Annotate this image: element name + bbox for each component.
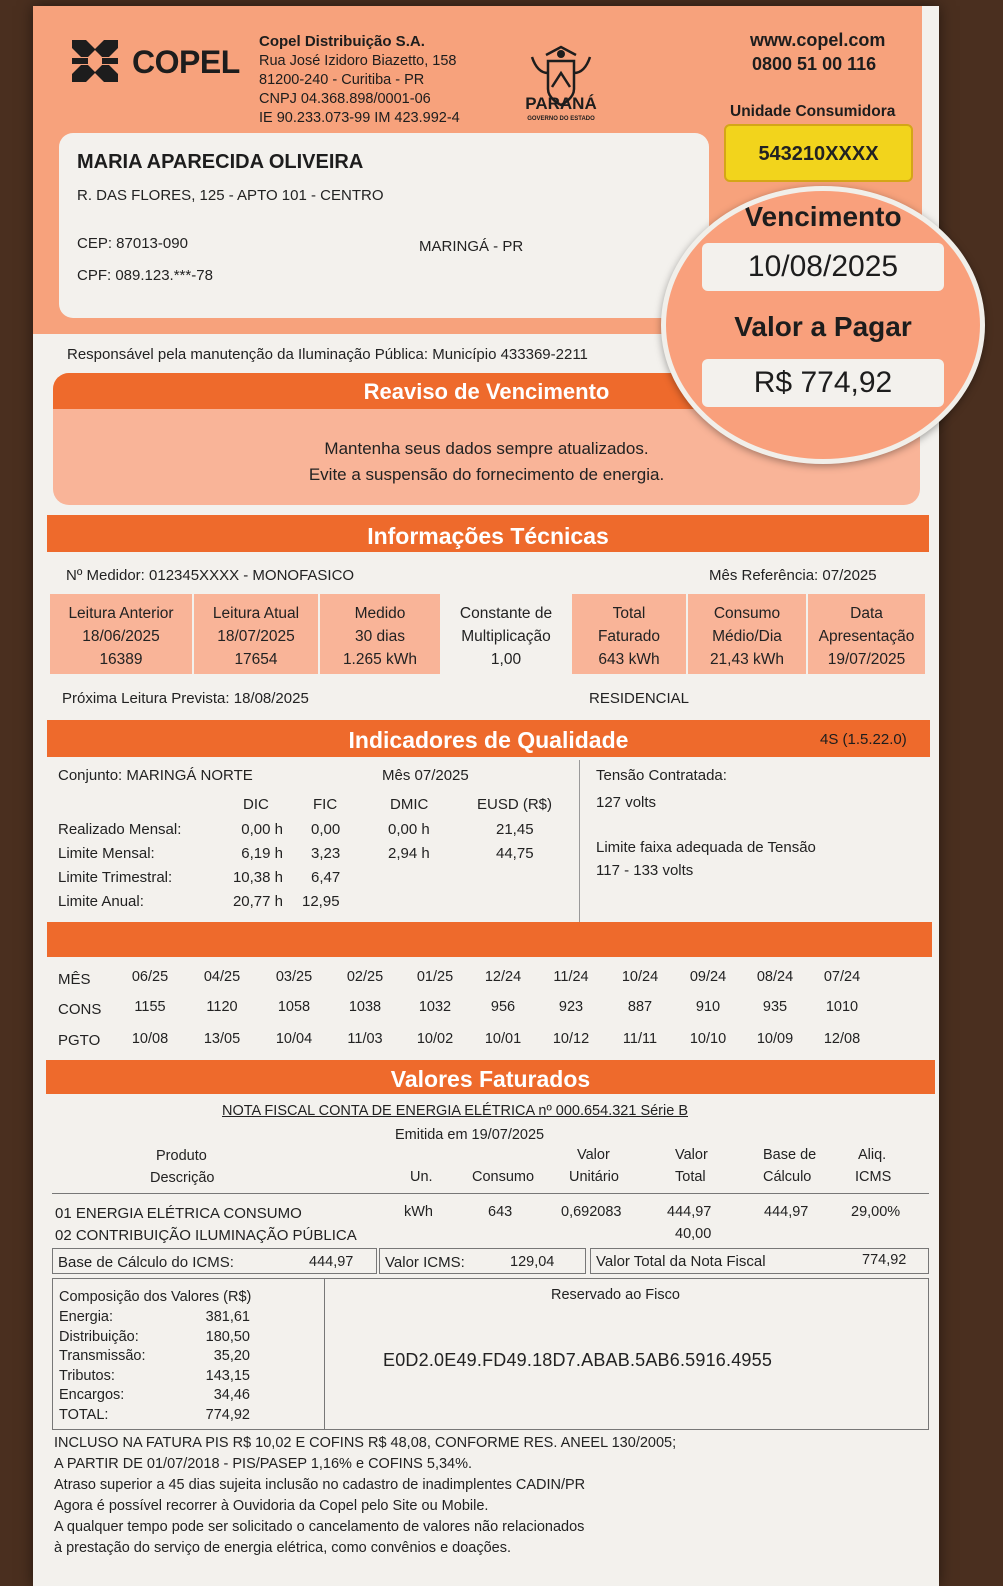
col-product: Produto (156, 1148, 207, 1164)
quality-month: Mês 07/2025 (382, 767, 469, 784)
composition-title: Composição dos Valores (R$) (59, 1289, 252, 1305)
item-1-unit: kWh (404, 1204, 433, 1220)
item-1-unit-value: 0,692083 (561, 1204, 622, 1220)
history-payment: 10/10 (689, 1031, 727, 1047)
due-magnifier (661, 186, 985, 464)
billing-title: Valores Faturados (46, 1060, 935, 1094)
icms-base-value: 444,97 (309, 1254, 354, 1270)
history-month: 12/24 (484, 969, 522, 985)
history-payment: 10/01 (484, 1031, 522, 1047)
history-payment: 11/11 (622, 1031, 658, 1047)
history-month: 02/25 (346, 969, 384, 985)
amount-label: Valor a Pagar (734, 311, 912, 342)
history-payment: 11/03 (347, 1031, 383, 1047)
voltage-label: Tensão Contratada: (596, 767, 727, 784)
col-base-2: Cálculo (763, 1169, 812, 1185)
composition-value: 381,61 (205, 1309, 250, 1325)
composition-divider (324, 1279, 325, 1429)
quality-value: 12,95 (302, 893, 340, 910)
col-total: Valor (675, 1147, 708, 1163)
reference-month: Mês Referência: 07/2025 (709, 567, 877, 584)
col-rate: Aliq. (858, 1147, 887, 1163)
composition-value: 35,20 (213, 1348, 250, 1365)
note-line: Atraso superior a 45 dias sujeita inclusão no cadastro de inadimplentes CADIN/PR (54, 1477, 586, 1493)
col-total-2: Total (675, 1169, 706, 1185)
history-bar (47, 922, 932, 957)
due-date: 10/08/2025 (702, 243, 944, 291)
history-payment: 10/12 (552, 1031, 590, 1047)
col-unit-value: Valor (577, 1147, 610, 1163)
note-line: INCLUSO NA FATURA PIS R$ 10,02 E COFINS R$ 48,08, CONFORME RES. ANEEL 130/2005; (54, 1435, 677, 1451)
history-month: 09/24 (689, 969, 727, 985)
composition-value: 143,15 (205, 1367, 250, 1384)
history-consumption: 1120 (206, 999, 238, 1015)
voltage-range-label: Limite faixa adequada de Tensão (596, 839, 816, 856)
quality-value: 0,00 h (241, 821, 283, 838)
item-2-total: 40,00 (675, 1226, 712, 1242)
quality-value: 6,19 h (241, 845, 283, 862)
quality-value: 10,38 h (232, 869, 283, 886)
icms-base-label: Base de Cálculo do ICMS: (58, 1254, 234, 1271)
tech-cell-current-reading: Leitura Atual 18/07/2025 17654 (194, 594, 318, 674)
tech-cell-total-billed: Total Faturado 643 kWh (572, 594, 686, 674)
history-month: 08/24 (756, 969, 794, 985)
quality-row-label: Limite Trimestral: (58, 869, 173, 886)
header-dic: DIC (243, 796, 269, 813)
history-month: 11/24 (553, 969, 589, 985)
reminder-title: Reaviso de Vencimento (53, 373, 920, 409)
amount-due: R$ 774,92 (702, 359, 944, 407)
item-1-rate: 29,00% (851, 1204, 901, 1220)
reminder-line-1: Mantenha seus dados sempre atualizados. (324, 439, 649, 458)
history-consumption: 887 (627, 999, 653, 1015)
composition-value: 34,46 (213, 1387, 250, 1404)
history-month: 04/25 (203, 969, 241, 985)
col-unit-value-2: Unitário (569, 1169, 619, 1185)
quality-value: 20,77 h (232, 893, 283, 910)
technical-title: Informações Técnicas (47, 515, 929, 552)
customer-address: R. DAS FLORES, 125 - APTO 101 - CENTRO (77, 187, 384, 204)
copel-logo-icon (72, 40, 118, 82)
history-payment: 10/08 (131, 1031, 169, 1047)
unit-label: Unidade Consumidora (730, 103, 896, 120)
item-1-description: 01 ENERGIA ELÉTRICA CONSUMO (55, 1205, 302, 1222)
state-subtitle: GOVERNO DO ESTADO (527, 116, 595, 122)
tech-cell-presentation-date: Data Apresentação 19/07/2025 (808, 594, 925, 674)
history-label-consumption: CONS (58, 1001, 102, 1018)
col-unit: Un. (410, 1169, 433, 1185)
quality-value: 0,00 h (388, 821, 430, 838)
tech-cell-average-daily: Consumo Médio/Dia 21,43 kWh (688, 594, 806, 674)
col-base: Base de (763, 1147, 817, 1163)
customer-cep: CEP: 87013-090 (77, 235, 188, 252)
history-payment: 10/02 (416, 1031, 454, 1047)
col-description: Descrição (150, 1170, 215, 1186)
company-ie: IE 90.233.073-99 IM 423.992-4 (259, 110, 460, 126)
unit-number: 543210XXXX (724, 124, 913, 182)
quality-row-label: Limite Mensal: (58, 845, 155, 862)
tech-cell-previous-reading: Leitura Anterior 18/06/2025 16389 (50, 594, 192, 674)
composition-label: Tributos: (59, 1367, 115, 1384)
quality-row-label: Limite Anual: (58, 893, 144, 910)
customer-cpf: CPF: 089.123.***-78 (77, 267, 213, 284)
col-consumption: Consumo (472, 1169, 535, 1185)
composition-label: Encargos: (59, 1387, 125, 1404)
invoice-total-label: Valor Total da Nota Fiscal (596, 1253, 766, 1270)
history-month: 10/24 (621, 969, 659, 985)
history-consumption: 956 (490, 999, 516, 1015)
reminder-line-2: Evite a suspensão do fornecimento de energia. (308, 465, 665, 484)
history-consumption: 923 (558, 999, 584, 1015)
header-fic: FIC (313, 796, 338, 813)
item-1-base: 444,97 (764, 1204, 809, 1220)
quality-value: 6,47 (311, 869, 341, 886)
history-month: 01/25 (416, 969, 454, 985)
history-consumption: 935 (762, 999, 788, 1015)
history-consumption: 1032 (418, 999, 452, 1015)
history-month: 06/25 (131, 969, 169, 985)
history-payment: 12/08 (823, 1031, 861, 1047)
icms-label: Valor ICMS: (385, 1254, 465, 1271)
company-cnpj: CNPJ 04.368.898/0001-06 (259, 91, 431, 107)
consumer-class: RESIDENCIAL (589, 690, 690, 707)
history-payment: 13/05 (203, 1031, 241, 1047)
note-line: A qualquer tempo pode ser solicitado o cancelamento de valores não relacionados (54, 1519, 585, 1535)
composition-label: Energia: (59, 1309, 114, 1325)
fiscal-code: E0D2.0E49.FD49.18D7.ABAB.5AB6.5916.4955 (383, 1350, 773, 1370)
invoice-number: NOTA FISCAL CONTA DE ENERGIA ELÉTRICA nº 000.654.321 Série B (222, 1103, 688, 1119)
quality-code: 4S (1.5.22.0) (820, 731, 907, 748)
item-1-consumption: 643 (488, 1204, 513, 1220)
customer-city: MARINGÁ - PR (419, 238, 524, 255)
tech-cell-multiplier: Constante de Multiplicação 1,00 (459, 605, 553, 668)
note-line: à prestação do serviço de energia elétrica, como convênios e doações. (54, 1540, 512, 1556)
quality-value: 0,00 (311, 821, 341, 838)
tech-cell-measured: Medido 30 dias 1.265 kWh (320, 594, 440, 674)
icms-value: 129,04 (510, 1254, 555, 1270)
voltage-range: 117 - 133 volts (596, 862, 694, 879)
composition-value: 774,92 (205, 1407, 250, 1423)
history-payment: 10/04 (275, 1031, 313, 1047)
composition-label: Transmissão: (59, 1348, 146, 1365)
meter-number: Nº Medidor: 012345XXXX - MONOFASICO (66, 567, 355, 584)
due-label: Vencimento (744, 201, 902, 232)
next-reading: Próxima Leitura Prevista: 18/08/2025 (62, 690, 309, 707)
composition-label: TOTAL: (59, 1407, 109, 1423)
company-website[interactable]: www.copel.com (750, 30, 886, 50)
voltage-value: 127 volts (596, 794, 657, 811)
fiscal-label: Reservado ao Fisco (551, 1287, 680, 1303)
header-eusd: EUSD (R$) (477, 796, 553, 813)
composition-value: 180,50 (205, 1328, 250, 1345)
quality-value: 2,94 h (388, 845, 430, 862)
item-2-description: 02 CONTRIBUIÇÃO ILUMINAÇÃO PÚBLICA (55, 1227, 357, 1244)
company-street: Rua José Izidoro Biazetto, 158 (259, 53, 457, 69)
quality-divider (579, 760, 580, 922)
customer-name: MARIA APARECIDA OLIVEIRA (77, 151, 364, 173)
quality-title: Indicadores de Qualidade (47, 720, 930, 757)
quality-value: 44,75 (496, 845, 534, 862)
company-phone[interactable]: 0800 51 00 116 (752, 54, 877, 74)
invoice-total-value: 774,92 (862, 1252, 907, 1268)
history-consumption: 910 (695, 999, 721, 1015)
history-payment: 10/09 (756, 1031, 794, 1047)
col-rate-2: ICMS (855, 1169, 892, 1185)
copel-logo-text: COPEL (132, 44, 240, 80)
history-label-month: MÊS (58, 971, 91, 988)
note-line: Agora é possível recorrer à Ouvidoria da Copel pelo Site ou Mobile. (54, 1498, 489, 1514)
history-consumption: 1155 (134, 999, 166, 1015)
company-city: 81200-240 - Curitiba - PR (259, 72, 425, 88)
quality-value: 3,23 (311, 845, 341, 862)
quality-set: Conjunto: MARINGÁ NORTE (58, 767, 253, 784)
company-name: Copel Distribuição S.A. (259, 33, 425, 50)
history-month: 07/24 (823, 969, 861, 985)
invoice-issued: Emitida em 19/07/2025 (395, 1127, 545, 1143)
quality-row-label: Realizado Mensal: (58, 821, 182, 838)
history-label-payment: PGTO (58, 1032, 101, 1049)
state-name: PARANÁ (525, 94, 597, 113)
composition-label: Distribuição: (59, 1328, 139, 1345)
history-consumption: 1010 (825, 999, 859, 1015)
billing-header-rule (52, 1193, 929, 1194)
header-dmic: DMIC (390, 796, 429, 813)
public-lighting-note: Responsável pela manutenção da Iluminação Pública: Município 433369-2211 (67, 346, 588, 363)
history-consumption: 1038 (348, 999, 382, 1015)
history-consumption: 1058 (277, 999, 311, 1015)
note-line: A PARTIR DE 01/07/2018 - PIS/PASEP 1,16% e COFINS 5,34%. (54, 1456, 473, 1472)
item-1-total: 444,97 (667, 1204, 712, 1220)
history-month: 03/25 (275, 969, 313, 985)
quality-value: 21,45 (496, 821, 534, 838)
